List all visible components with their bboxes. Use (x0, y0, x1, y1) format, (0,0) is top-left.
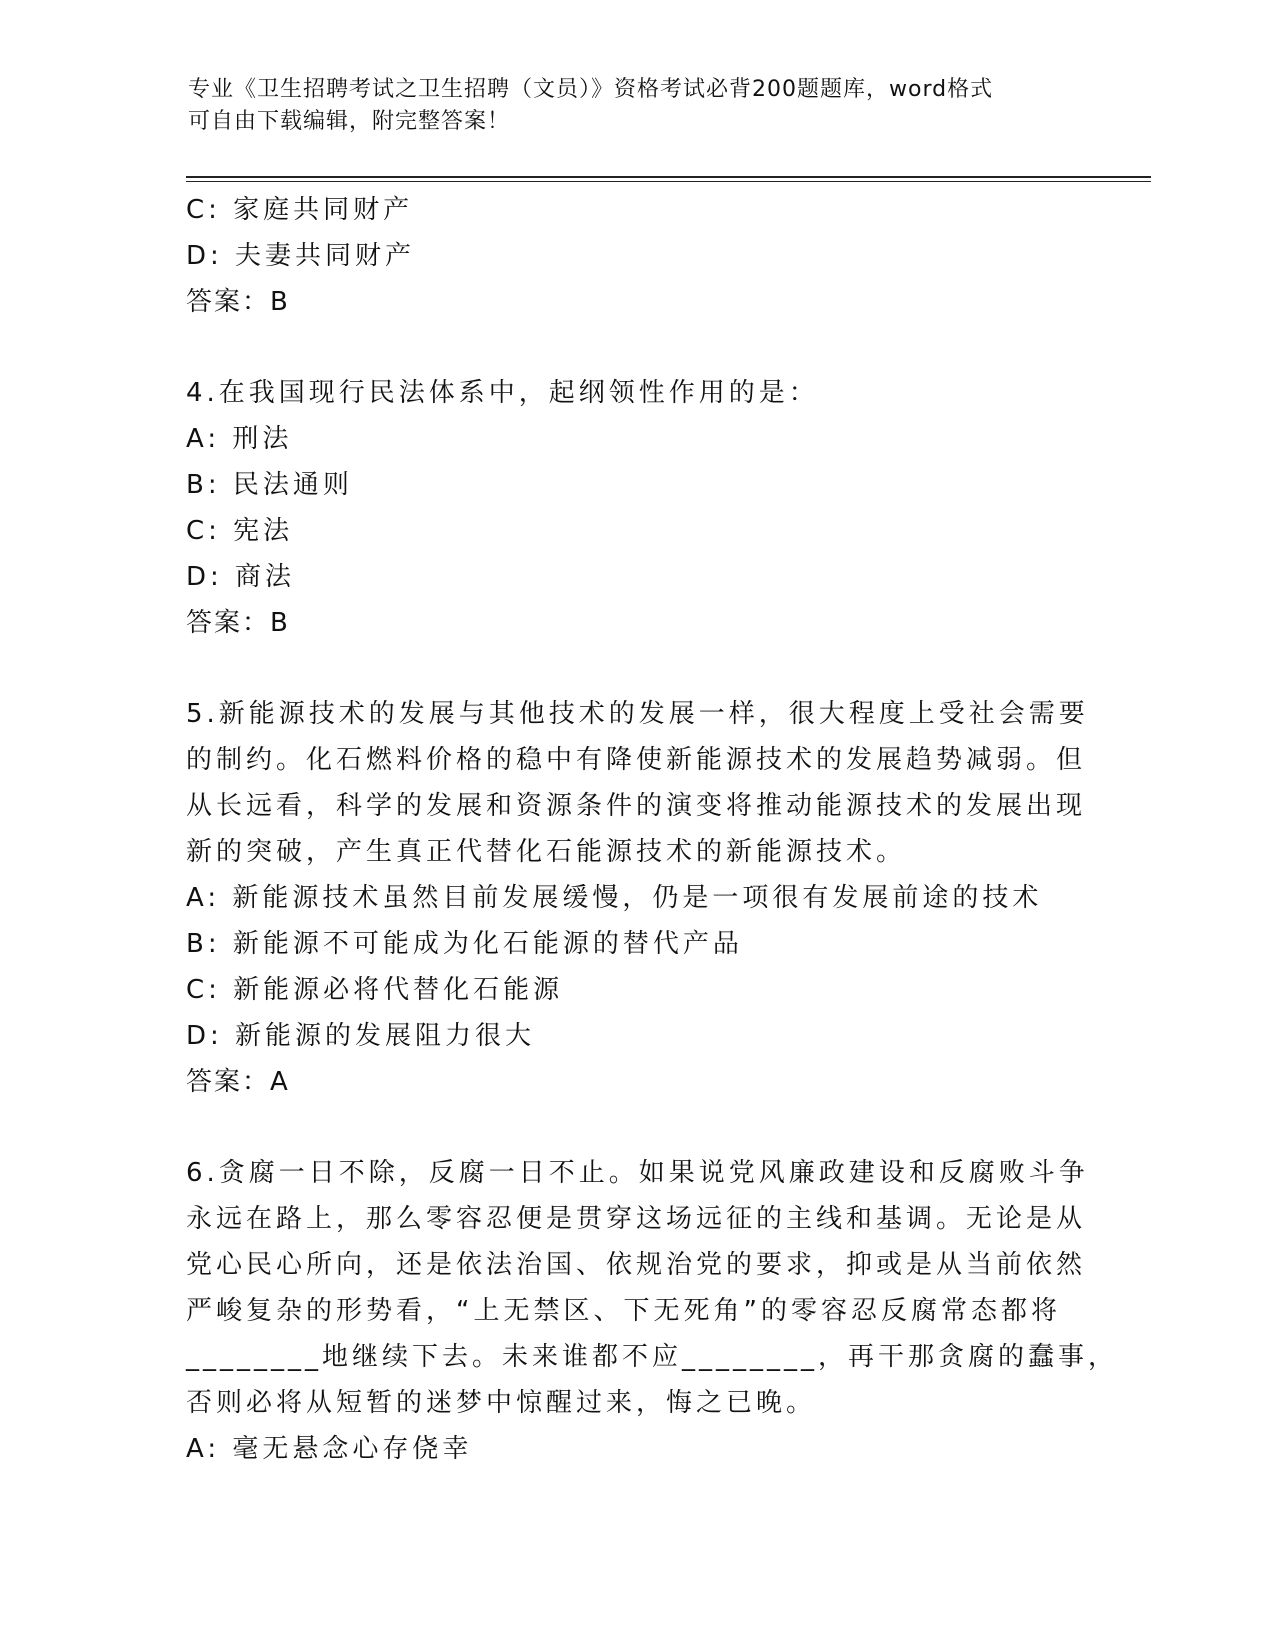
q5-option-c: C: 新能源必将代替化石能源 (186, 975, 564, 1005)
q6-stem-line-3: 党心民心所向，还是依法治国、依规治党的要求，抑或是从当前依然 (186, 1250, 1087, 1280)
header-line-2: 可自由下载编辑，附完整答案！ (188, 109, 511, 134)
q3-option-c: C: 家庭共同财产 (186, 195, 414, 225)
q4-option-a: A: 刑法 (186, 424, 293, 454)
q6-stem-line-2: 永远在路上，那么零容忍便是贯穿这场远征的主线和基调。无论是从 (186, 1204, 1087, 1234)
q5-stem-line-2: 的制约。化石燃料价格的稳中有降使新能源技术的发展趋势减弱。但 (186, 745, 1087, 775)
header-divider-top (186, 176, 1151, 178)
q5-stem-line-3: 从长远看，科学的发展和资源条件的演变将推动能源技术的发展出现 (186, 791, 1087, 821)
q3-answer: 答案：B (186, 287, 290, 317)
q4-option-d: D: 商法 (186, 562, 296, 592)
q6-option-a: A: 毫无悬念心存侥幸 (186, 1434, 473, 1464)
q5-answer: 答案：A (186, 1067, 290, 1097)
header-divider-bottom (186, 181, 1151, 182)
q6-stem-line-5: ________地继续下去。未来谁都不应________，再干那贪腐的蠢事， (186, 1342, 1119, 1372)
q5-stem-line-1: 5.新能源技术的发展与其他技术的发展一样，很大程度上受社会需要 (186, 699, 1089, 729)
question-spacer (186, 646, 1076, 691)
q3-option-d: D: 夫妻共同财产 (186, 241, 416, 271)
header-line-1: 专业《卫生招聘考试之卫生招聘（文员）》资格考试必背200题题库，word格式 (188, 77, 994, 102)
q5-option-b: B: 新能源不可能成为化石能源的替代产品 (186, 929, 743, 959)
q6-stem-line-1: 6.贪腐一日不除，反腐一日不止。如果说党风廉政建设和反腐败斗争 (186, 1158, 1089, 1188)
q5-option-d: D: 新能源的发展阻力很大 (186, 1021, 536, 1051)
q5-option-a: A: 新能源技术虽然目前发展缓慢，仍是一项很有发展前途的技术 (186, 883, 1043, 913)
q6-stem-line-6: 否则必将从短暂的迷梦中惊醒过来，悔之已晚。 (186, 1388, 817, 1418)
q5-stem-line-4: 新的突破，产生真正代替化石能源技术的新能源技术。 (186, 837, 907, 867)
q4-stem: 4.在我国现行民法体系中，起纲领性作用的是： (186, 378, 819, 408)
question-spacer (186, 325, 1076, 370)
document-header (188, 74, 1068, 138)
q6-stem-line-4: 严峻复杂的形势看，“上无禁区、下无死角”的零容忍反腐常态都将 (186, 1296, 1061, 1326)
q4-answer: 答案：B (186, 608, 290, 638)
q4-option-c: C: 宪法 (186, 516, 294, 546)
question-spacer (186, 1105, 1076, 1150)
q4-option-b: B: 民法通则 (186, 470, 353, 500)
question-content (186, 187, 1119, 1472)
